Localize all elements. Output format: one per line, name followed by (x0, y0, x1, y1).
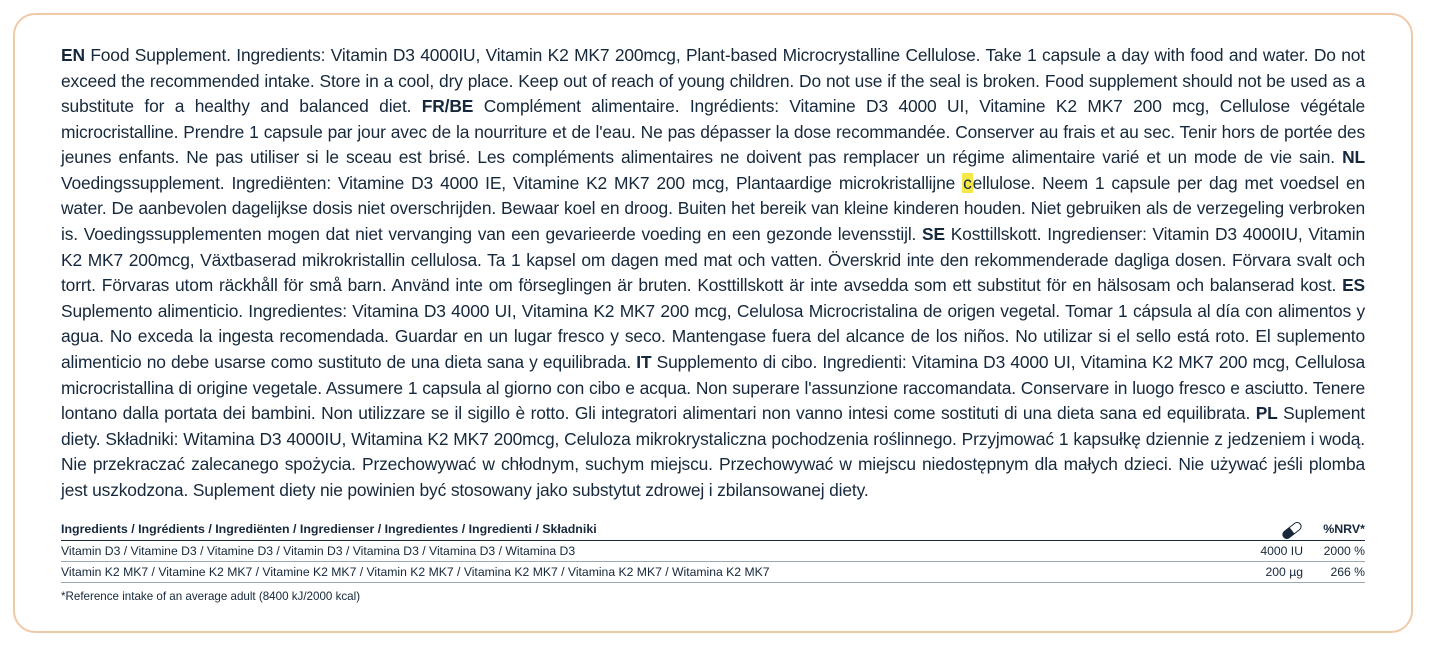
language-tag-fr-be: FR/BE (421, 96, 474, 117)
column-header-amount (1211, 519, 1303, 541)
language-text-it: Supplemento di cibo. Ingredienti: Vitamina D3 4000 UI, Vitamina K2 MK7 200 mcg, Cellulosa microcristallina di origine vegetale. Assumere 1 capsula al giorno con cibo e acqua. Non superare l'assunzione raccomandata. Conservare in luogo fresco e asciutto. Tenere lontano dalla portata dei bambini. Non utilizzare se il sigillo è rotto. Gli integratori alimentari non vanno intesi come sostituti di una dieta sana ed equilibrata. (61, 351, 1365, 424)
language-tag-nl: NL (1342, 147, 1365, 168)
language-text-es: Suplemento alimenticio. Ingredientes: Vitamina D3 4000 UI, Vitamina K2 MK7 200 mcg, Celulosa Microcristalina de origen vegetal. Tomar 1 cápsula al día con alimentos y agua. No exceda la ingesta recomendada. Guardar en un lugar fresco y seco. Mantengase fuera del alcance de los niños. No utilizar si el sello está roto. El suplemento alimenticio no debe usarse como sustituto de una dieta sana y equilibrada. (61, 300, 1365, 372)
table-header-row (61, 519, 1365, 541)
language-tag-pl: PL (1255, 403, 1278, 424)
supplement-label-card (13, 13, 1413, 633)
ingredient-name: Vitamin K2 MK7 / Vitamine K2 MK7 / Vitamine K2 MK7 / Vitamin K2 MK7 / Vitamina K2 MK7 / Vitamina K2 MK7 / Witamina K2 MK7 (61, 562, 1211, 583)
language-text-fr-be: Complément alimentaire. Ingrédients: Vitamine D3 4000 UI, Vitamine K2 MK7 200 mcg, Cellulose végétale microcristalline. Prendre 1 capsule par jour avec de la nourriture et de l'eau. Ne pas dépasser la dose recommandée. Conserver au frais et au sec. Tenir hors de portée des jeunes enfants. Ne pas utiliser si le sceau est brisé. Les compléments alimentaires ne doivent pas remplacer un régime alimentaire varié et un mode de vie sain. (61, 96, 1365, 168)
supplement-description-text (61, 43, 1365, 503)
language-tag-es: ES (1342, 275, 1365, 296)
capsule-icon (1281, 520, 1304, 541)
table-row (61, 562, 1365, 583)
language-text-pl: Suplement diety. Składniki: Witamina D3 4000IU, Witamina K2 MK7 200mcg, Celuloza mikrokrystaliczna pochodzenia roślinnego. Przyjmować 1 kapsułkę dziennie z jedzeniem i wodą. Nie przekraczać zalecanego spożycia. Przechowywać w chłodnym, suchym miejscu. Przechowywać w miejscu niedostępnym dla małych dzieci. Nie używać jeśli plomba jest uszkodzona. Suplement diety nie powinien być stosowany jako substytut zdrowej i zbilansowanej diety. (61, 403, 1365, 500)
language-text-nl: Voedingssupplement. Ingrediënten: Vitamine D3 4000 IE, Vitamine K2 MK7 200 mcg, Plantaardige microkristallijne cellulose. Neem 1 capsule per dag met voedsel en water. De aanbevolen dagelijkse dosis niet overschrijden. Bewaar koel en droog. Buiten het bereik van kleine kinderen houden. Niet gebruiken als de verzegeling verbroken is. Voedingssupplementen mogen dat niet vervanging van een gevarieerde voeding en een gezonde levensstijl. (61, 172, 1365, 245)
ingredient-nrv: 266 % (1303, 562, 1365, 583)
ingredient-amount: 200 µg (1211, 562, 1303, 583)
language-tag-en: EN (61, 45, 85, 65)
language-tag-it: IT (636, 351, 652, 372)
language-text-en: Food Supplement. Ingredients: Vitamin D3 4000IU, Vitamin K2 MK7 200mcg, Plant-based Microcrystalline Cellulose. Take 1 capsule a day with food and water. Do not exceed the recommended intake. Store in a cool, dry place. Keep out of reach of young children. Do not use if the seal is broken. Food supplement should not be used as a substitute for a healthy and balanced diet. (61, 45, 1365, 117)
table-row (61, 541, 1365, 562)
ingredient-nrv: 2000 % (1303, 541, 1365, 562)
table-footnote: *Reference intake of an average adult (8400 kJ/2000 kcal) (61, 590, 361, 604)
column-header-ingredients: Ingredients / Ingrédients / Ingrediënten / Ingredienser / Ingredientes / Ingredienti / Składniki (61, 519, 1211, 541)
highlighted-character: c (963, 172, 972, 193)
column-header-nrv: %NRV* (1303, 519, 1365, 541)
ingredient-name: Vitamin D3 / Vitamine D3 / Vitamine D3 / Vitamin D3 / Vitamina D3 / Vitamina D3 / Witamina D3 (61, 541, 1211, 562)
ingredient-amount: 4000 IU (1211, 541, 1303, 562)
language-text-se: Kosttillskott. Ingredienser: Vitamin D3 4000IU, Vitamin K2 MK7 200mcg, Växtbaserad mikrokristallin cellulosa. Ta 1 kapsel om dagen med mat och vatten. Överskrid inte den rekommenderade dagliga dosen. Förvara svalt och torrt. Förvaras utom räckhåll för små barn. Använd inte om förseglingen är bruten. Kosttillskott är inte avsedda som ett substitut för en hälsosam och balanserad kost. (61, 224, 1365, 296)
nutrition-table (61, 519, 1365, 583)
language-tag-se: SE (922, 224, 945, 245)
